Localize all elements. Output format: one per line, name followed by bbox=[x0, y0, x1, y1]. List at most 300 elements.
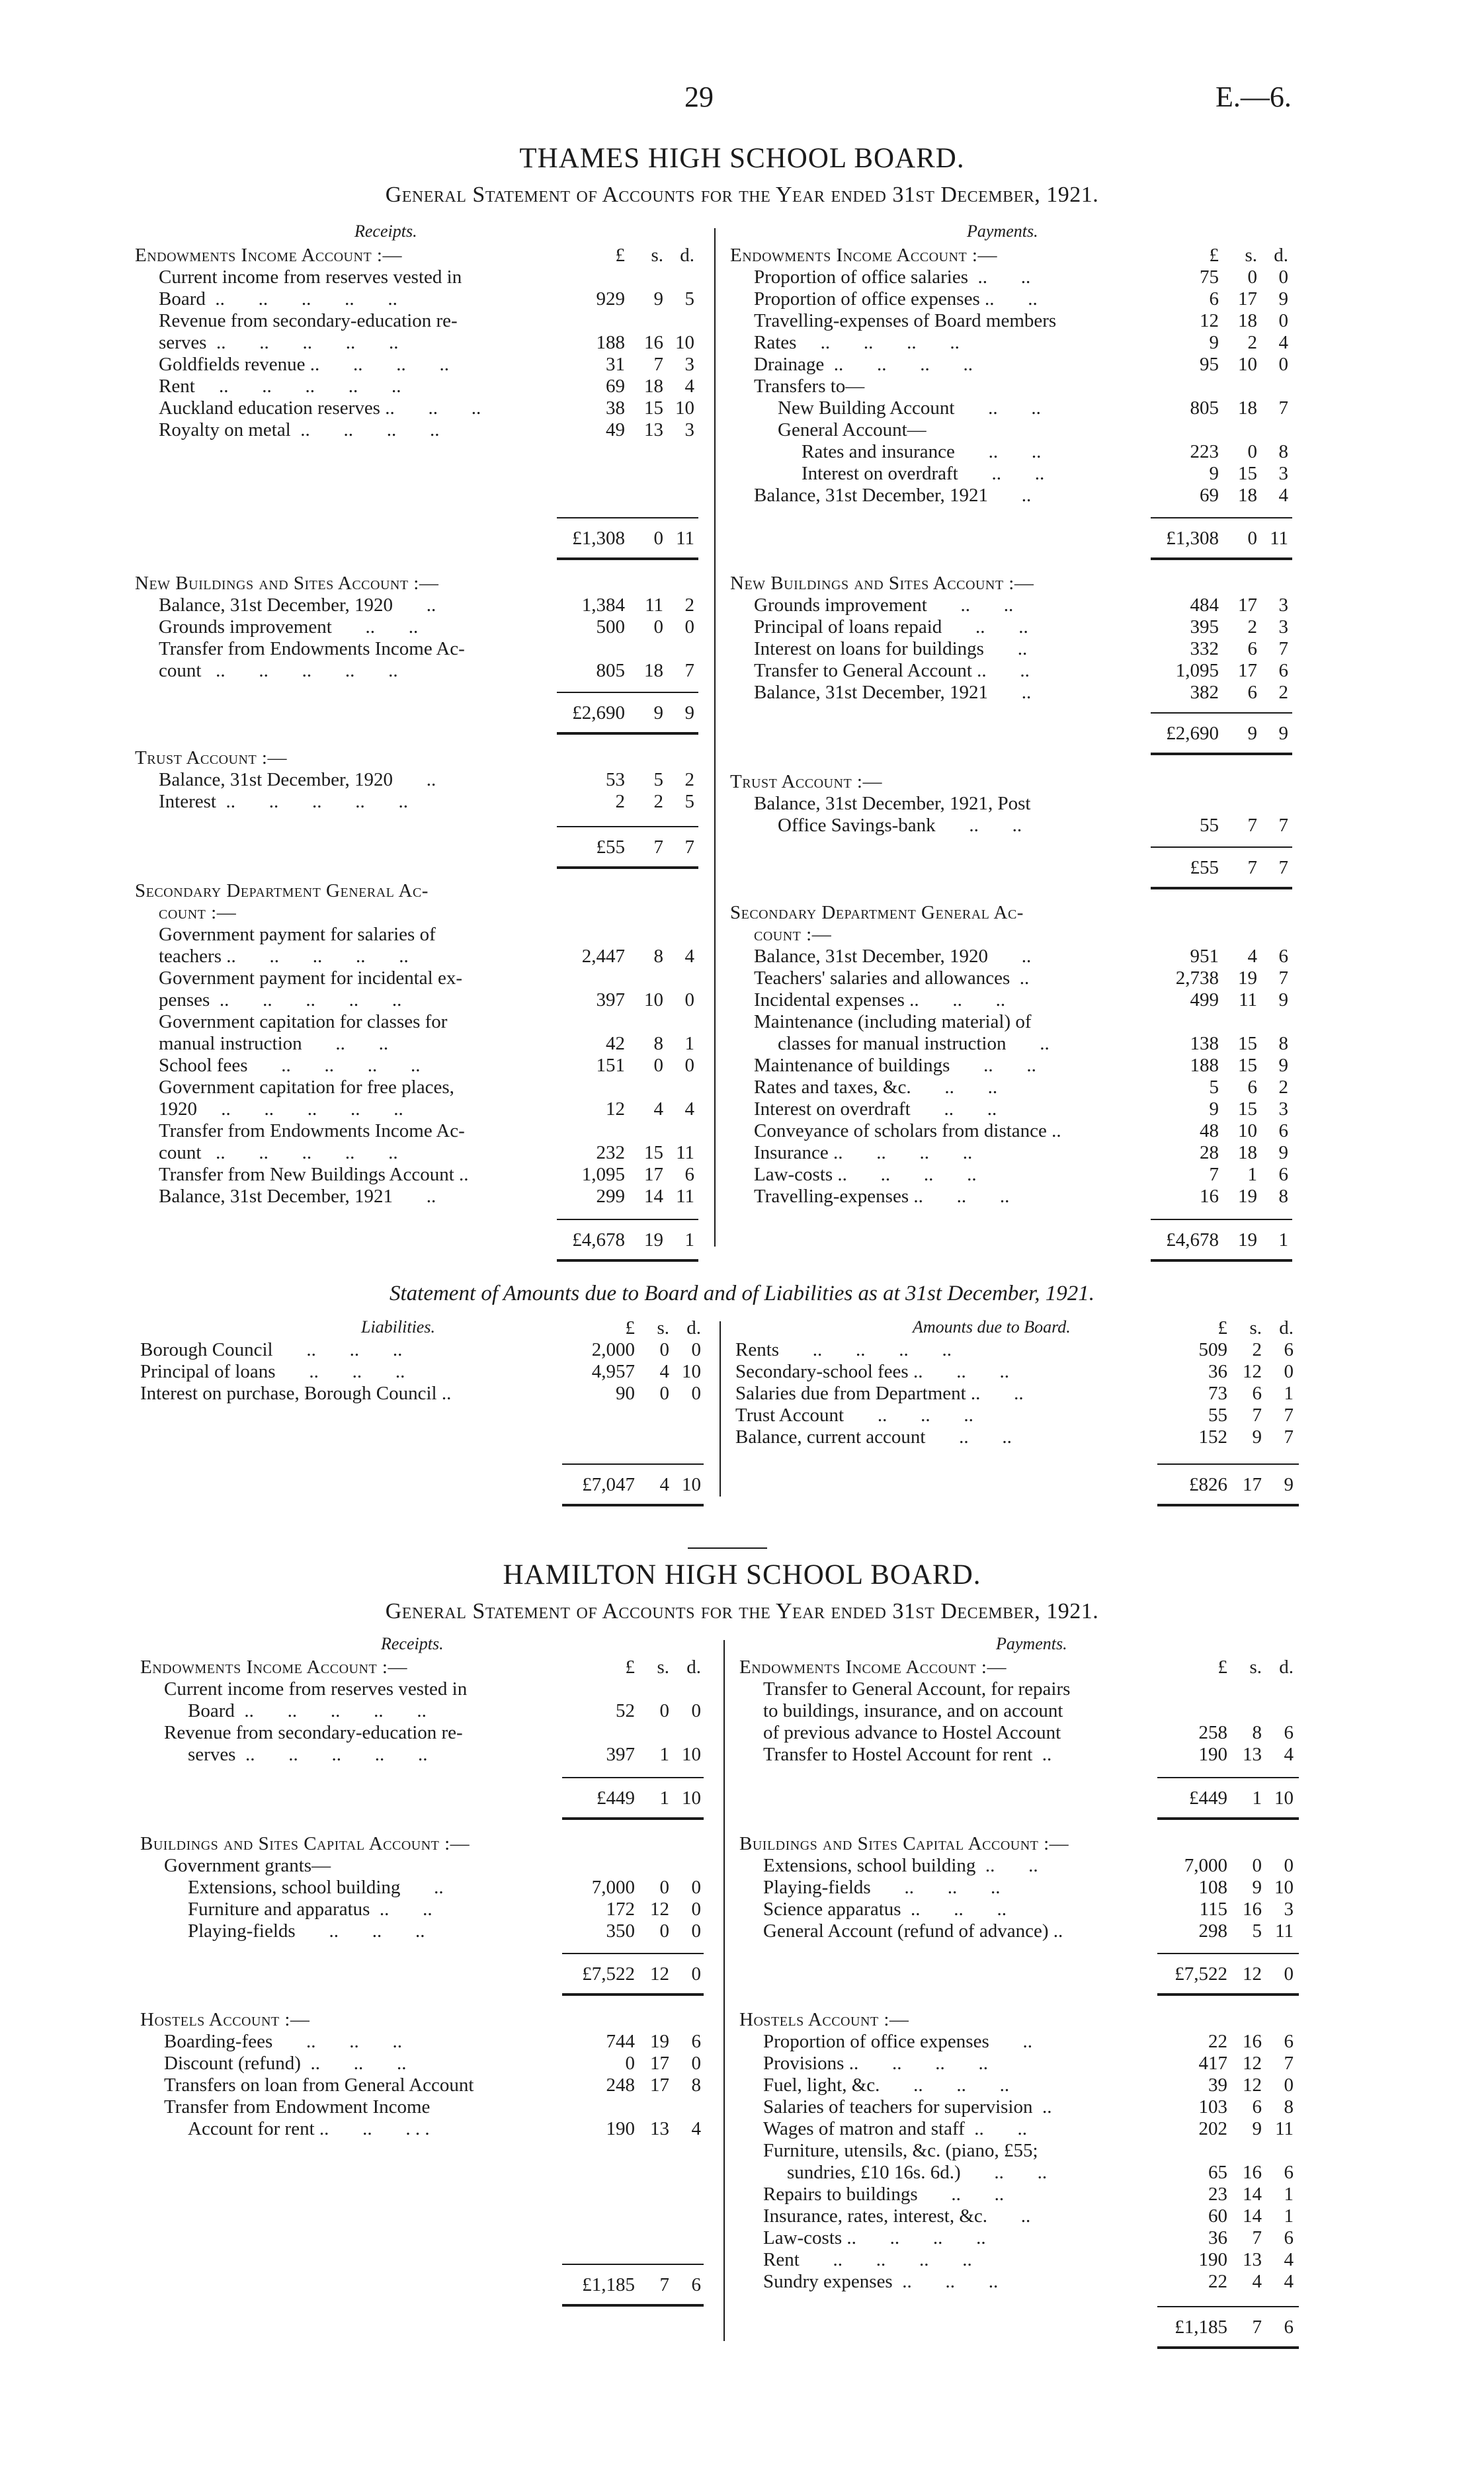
amount-pounds: £2,690 bbox=[1166, 723, 1219, 744]
amount-pounds: 22 bbox=[1208, 2031, 1227, 2052]
amount-pounds: 9 bbox=[1209, 1098, 1219, 1120]
amount-pounds: 188 bbox=[1190, 1055, 1219, 1076]
amount-pounds: 172 bbox=[606, 1899, 635, 1920]
amount-shillings: 7 bbox=[1247, 857, 1257, 878]
rule bbox=[1151, 712, 1292, 714]
account-heading: Endowments Income Account :— bbox=[135, 245, 402, 266]
amount-pence: 6 bbox=[1278, 660, 1288, 681]
amount-pence: 4 bbox=[1278, 332, 1288, 353]
amount-pounds: 5 bbox=[1209, 1077, 1219, 1098]
amount-pence: 10 bbox=[682, 1361, 701, 1382]
amount-shillings: s. bbox=[651, 245, 663, 266]
rule bbox=[1157, 1504, 1299, 1506]
thames-column-divider bbox=[714, 228, 716, 1247]
amount-shillings: 4 bbox=[1252, 2271, 1262, 2292]
line-item-label: Government capitation for classes for bbox=[159, 1011, 448, 1032]
amount-pounds: 382 bbox=[1190, 682, 1219, 703]
amount-pounds: 9 bbox=[1209, 463, 1219, 484]
amount-pence: 3 bbox=[684, 419, 694, 440]
amount-pounds: 75 bbox=[1200, 267, 1219, 288]
amount-pounds: 223 bbox=[1190, 441, 1219, 462]
line-item-label: Extensions, school building .. .. bbox=[763, 1855, 1038, 1876]
line-item-label: Transfer from Endowments Income Ac- bbox=[159, 1120, 465, 1141]
amount-pounds: 31 bbox=[606, 354, 625, 375]
amount-shillings: 16 bbox=[644, 332, 663, 353]
amount-shillings: 2 bbox=[1252, 1339, 1262, 1360]
amount-pounds: £7,522 bbox=[1175, 1963, 1227, 1985]
line-item-label: Transfer to Hostel Account for rent .. bbox=[763, 1744, 1052, 1765]
amount-pounds: £ bbox=[625, 1317, 635, 1338]
line-item-label: Sundry expenses .. .. .. bbox=[763, 2271, 999, 2292]
account-heading: New Buildings and Sites Account :— bbox=[730, 573, 1034, 594]
amount-pence: 11 bbox=[676, 528, 694, 549]
line-item-label: Interest on loans for buildings .. bbox=[754, 638, 1028, 659]
amount-pence: 7 bbox=[1278, 967, 1288, 989]
amount-pence: 7 bbox=[1284, 2053, 1294, 2074]
amount-pence: 10 bbox=[675, 332, 694, 353]
amount-pounds: 6 bbox=[1209, 288, 1219, 309]
line-item-label: Grounds improvement .. .. bbox=[754, 595, 1014, 616]
amount-shillings: 10 bbox=[1238, 354, 1257, 375]
amount-pounds: 929 bbox=[596, 288, 625, 309]
amount-shillings: s. bbox=[1249, 1317, 1262, 1338]
amount-pence: 10 bbox=[682, 1788, 701, 1809]
line-item-label: Revenue from secondary-education re- bbox=[159, 310, 458, 331]
line-item-label: Law-costs .. .. .. .. bbox=[763, 2227, 986, 2248]
line-item-label: Balance, 31st December, 1921 .. bbox=[754, 485, 1032, 506]
amount-pounds: £4,678 bbox=[572, 1229, 625, 1251]
line-item-label: Grounds improvement .. .. bbox=[159, 616, 419, 638]
amount-pounds: 52 bbox=[616, 1700, 635, 1721]
amount-pounds: 60 bbox=[1208, 2205, 1227, 2227]
amount-pence: 7 bbox=[1278, 638, 1288, 659]
line-item-label: Current income from reserves vested in bbox=[164, 1678, 468, 1700]
line-item-label: Balance, 31st December, 1921 .. bbox=[754, 682, 1032, 703]
amount-pounds: 39 bbox=[1208, 2075, 1227, 2096]
amount-pounds: 1,384 bbox=[581, 595, 625, 616]
rule bbox=[1157, 1777, 1299, 1778]
line-item-label: to buildings, insurance, and on account bbox=[763, 1700, 1063, 1721]
rule bbox=[1151, 846, 1292, 848]
amount-pounds: £ bbox=[615, 245, 625, 266]
hamilton-statement-title: General Statement of Accounts for the Year ended 31st December, 1921. bbox=[385, 1599, 1099, 1624]
amount-shillings: s. bbox=[1249, 1657, 1262, 1678]
amount-pence: 8 bbox=[1278, 1186, 1288, 1207]
thames-payments-heading: Payments. bbox=[967, 222, 1038, 241]
amount-pence: 0 bbox=[1284, 1963, 1294, 1985]
amount-shillings: 0 bbox=[659, 1920, 669, 1942]
amount-pounds: 397 bbox=[606, 1744, 635, 1765]
line-item-label: Repairs to buildings .. .. bbox=[763, 2184, 1005, 2205]
amount-pence: 1 bbox=[1284, 1383, 1294, 1404]
amount-shillings: 7 bbox=[659, 2274, 669, 2295]
line-item-label: Proportion of office expenses .. .. bbox=[754, 288, 1038, 309]
line-item-label: Balance, 31st December, 1920 .. bbox=[754, 946, 1032, 967]
line-item-label: Transfer to General Account, for repairs bbox=[763, 1678, 1071, 1700]
amount-shillings: 2 bbox=[653, 791, 663, 812]
amount-pence: 11 bbox=[676, 1186, 694, 1207]
amount-pounds: 12 bbox=[606, 1098, 625, 1120]
amount-pounds: 73 bbox=[1208, 1383, 1227, 1404]
amount-pence: 4 bbox=[1284, 2249, 1294, 2270]
line-item-label: Interest .. .. .. .. .. bbox=[159, 791, 408, 812]
line-item-label: Balance, 31st December, 1920 .. bbox=[159, 595, 436, 616]
account-heading: Secondary Department General Ac- bbox=[135, 880, 429, 901]
amount-shillings: 12 bbox=[1243, 2075, 1262, 2096]
line-item-label: count .. .. .. .. .. bbox=[159, 1142, 398, 1163]
amount-pounds: 202 bbox=[1198, 2118, 1227, 2139]
amount-shillings: 16 bbox=[1243, 2162, 1262, 2183]
amount-pounds: 23 bbox=[1208, 2184, 1227, 2205]
amount-shillings: 12 bbox=[1243, 1963, 1262, 1985]
amount-pounds: £826 bbox=[1189, 1474, 1227, 1495]
line-item-label: Royalty on metal .. .. .. .. bbox=[159, 419, 440, 440]
amount-pounds: £449 bbox=[1189, 1788, 1227, 1809]
amount-pence: 0 bbox=[1278, 267, 1288, 288]
amount-pence: d. bbox=[686, 1657, 701, 1678]
line-item-label: manual instruction .. .. bbox=[159, 1033, 389, 1054]
amount-shillings: 18 bbox=[1238, 485, 1257, 506]
amount-shillings: 19 bbox=[1238, 1229, 1257, 1251]
amount-pence: 11 bbox=[676, 1142, 694, 1163]
line-item-label: Rents .. .. .. .. bbox=[735, 1339, 952, 1360]
line-item-label: teachers .. .. .. .. .. bbox=[159, 946, 409, 967]
line-item-label: classes for manual instruction .. bbox=[778, 1033, 1050, 1054]
line-item-label: Secondary-school fees .. .. .. bbox=[735, 1361, 1009, 1382]
line-item-label: School fees .. .. .. .. bbox=[159, 1055, 421, 1076]
amount-pence: 3 bbox=[684, 354, 694, 375]
amount-pence: 6 bbox=[1284, 2317, 1294, 2338]
amount-shillings: 8 bbox=[653, 1033, 663, 1054]
amount-shillings: 8 bbox=[653, 946, 663, 967]
section-separator bbox=[688, 1547, 767, 1549]
line-item-label: Office Savings-bank .. .. bbox=[778, 815, 1022, 836]
line-item-label: Rent .. .. .. .. bbox=[763, 2249, 972, 2270]
line-item-label: Conveyance of scholars from distance .. bbox=[754, 1120, 1061, 1141]
amount-shillings: 12 bbox=[1243, 2053, 1262, 2074]
amount-shillings: 15 bbox=[1238, 1098, 1257, 1120]
amount-pounds: 298 bbox=[1198, 1920, 1227, 1942]
amount-pence: 9 bbox=[1278, 1142, 1288, 1163]
line-item-label: Provisions .. .. .. .. bbox=[763, 2053, 988, 2074]
rule bbox=[562, 2304, 704, 2307]
amount-pounds: £55 bbox=[596, 837, 625, 858]
amount-pence: 5 bbox=[684, 791, 694, 812]
rule bbox=[1151, 753, 1292, 755]
rule bbox=[557, 732, 698, 735]
amount-pence: 10 bbox=[1274, 1788, 1294, 1809]
rule bbox=[1157, 1817, 1299, 1820]
amount-pounds: 2,738 bbox=[1175, 967, 1219, 989]
line-item-label: Board .. .. .. .. .. bbox=[188, 1700, 427, 1721]
line-item-label: Government grants— bbox=[164, 1855, 331, 1876]
account-heading: Endowments Income Account :— bbox=[739, 1657, 1007, 1678]
amount-shillings: 0 bbox=[1247, 441, 1257, 462]
amount-pounds: 500 bbox=[596, 616, 625, 638]
amount-pounds: 190 bbox=[1198, 2249, 1227, 2270]
line-item-label: Balance, 31st December, 1920 .. bbox=[159, 769, 436, 790]
amount-pounds: 744 bbox=[606, 2031, 635, 2052]
amount-pounds: 36 bbox=[1208, 2227, 1227, 2248]
thames-statement-title: General Statement of Accounts for the Year ended 31st December, 1921. bbox=[385, 183, 1099, 207]
line-item-label: Playing-fields .. .. .. bbox=[188, 1920, 425, 1942]
account-heading: Secondary Department General Ac- bbox=[730, 902, 1024, 923]
line-item-label: Boarding-fees .. .. .. bbox=[164, 2031, 403, 2052]
rule bbox=[1157, 1993, 1299, 1996]
amount-pounds: 1,095 bbox=[581, 1164, 625, 1185]
line-item-label: Insurance, rates, interest, &c. .. bbox=[763, 2205, 1031, 2227]
amount-pence: 9 bbox=[1278, 723, 1288, 744]
amount-shillings: 1 bbox=[1247, 1164, 1257, 1185]
amount-pounds: 509 bbox=[1198, 1339, 1227, 1360]
rule bbox=[557, 692, 698, 693]
amount-pence: 7 bbox=[1278, 397, 1288, 419]
amount-pence: 0 bbox=[1284, 1361, 1294, 1382]
line-item-label: Rates .. .. .. .. bbox=[754, 332, 960, 353]
page-number: 29 bbox=[684, 81, 714, 113]
amount-shillings: 2 bbox=[1247, 616, 1257, 638]
amount-pounds: 151 bbox=[596, 1055, 625, 1076]
amount-pence: 4 bbox=[1284, 2271, 1294, 2292]
amount-shillings: 17 bbox=[1238, 660, 1257, 681]
amount-pence: 6 bbox=[691, 2031, 701, 2052]
line-item-label: Furniture, utensils, &c. (piano, £55; bbox=[763, 2140, 1038, 2161]
line-item-label: Revenue from secondary-education re- bbox=[164, 1722, 463, 1743]
amount-pounds: 36 bbox=[1208, 1361, 1227, 1382]
amount-shillings: 9 bbox=[1247, 723, 1257, 744]
amount-shillings: 17 bbox=[650, 2075, 669, 2096]
amount-pence: 4 bbox=[684, 376, 694, 397]
rule bbox=[1151, 517, 1292, 518]
amount-pence: 0 bbox=[691, 1339, 701, 1360]
amount-pence: 10 bbox=[1274, 1877, 1294, 1898]
amount-pounds: 395 bbox=[1190, 616, 1219, 638]
amount-pounds: 49 bbox=[606, 419, 625, 440]
amount-pence: 0 bbox=[1278, 310, 1288, 331]
line-item-label: Transfer from New Buildings Account .. bbox=[159, 1164, 469, 1185]
amount-pounds: 299 bbox=[596, 1186, 625, 1207]
line-item-label: Transfers to— bbox=[754, 376, 865, 397]
line-item-label: Transfer from Endowment Income bbox=[164, 2096, 431, 2118]
amount-pounds: 28 bbox=[1200, 1142, 1219, 1163]
amount-pounds: 7,000 bbox=[591, 1877, 635, 1898]
amount-shillings: 0 bbox=[1247, 528, 1257, 549]
line-item-label: Wages of matron and staff .. .. bbox=[763, 2118, 1028, 2139]
amount-shillings: 8 bbox=[1252, 1722, 1262, 1743]
amount-pence: 0 bbox=[684, 1055, 694, 1076]
line-item-label: 1920 .. .. .. .. .. bbox=[159, 1098, 403, 1120]
amount-pence: 9 bbox=[684, 702, 694, 723]
line-item-label: Proportion of office salaries .. .. bbox=[754, 267, 1031, 288]
rule bbox=[557, 557, 698, 560]
amount-pence: 6 bbox=[1284, 2162, 1294, 2183]
amount-pence: 1 bbox=[1284, 2184, 1294, 2205]
amount-pounds: 2 bbox=[615, 791, 625, 812]
line-item-label: Fuel, light, &c. .. .. .. bbox=[763, 2075, 1010, 2096]
line-item-label: General Account (refund of advance) .. bbox=[763, 1920, 1063, 1942]
amount-pence: 2 bbox=[1278, 1077, 1288, 1098]
account-heading: Hostels Account :— bbox=[140, 2009, 310, 2030]
amount-shillings: 19 bbox=[1238, 967, 1257, 989]
amount-pence: d. bbox=[1279, 1657, 1294, 1678]
amount-shillings: 13 bbox=[650, 2118, 669, 2139]
amount-pounds: 95 bbox=[1200, 354, 1219, 375]
amount-pence: 10 bbox=[682, 1474, 701, 1495]
amount-shillings: 17 bbox=[650, 2053, 669, 2074]
line-item-label: Principal of loans .. .. .. bbox=[140, 1361, 405, 1382]
amount-pence: 6 bbox=[1278, 1164, 1288, 1185]
amount-shillings: 13 bbox=[1243, 1744, 1262, 1765]
line-item-label: Transfer from Endowments Income Ac- bbox=[159, 638, 465, 659]
amount-pounds: £ bbox=[1209, 245, 1219, 266]
amount-pounds: £ bbox=[625, 1657, 635, 1678]
amount-pounds: £7,522 bbox=[582, 1963, 635, 1985]
rule bbox=[557, 517, 698, 518]
amount-pounds: £4,678 bbox=[1166, 1229, 1219, 1251]
amount-pence: 0 bbox=[1284, 2075, 1294, 2096]
thames-receipts-heading: Receipts. bbox=[354, 222, 417, 241]
line-item-label: Government payment for incidental ex- bbox=[159, 967, 463, 989]
amount-shillings: 7 bbox=[1252, 2317, 1262, 2338]
amount-pence: 8 bbox=[691, 2075, 701, 2096]
amount-shillings: 15 bbox=[644, 1142, 663, 1163]
line-item-label: Salaries of teachers for supervision .. bbox=[763, 2096, 1052, 2118]
hamilton-payments-heading: Payments. bbox=[996, 1634, 1067, 1653]
amount-pounds: £449 bbox=[597, 1788, 635, 1809]
amount-pounds: 65 bbox=[1208, 2162, 1227, 2183]
amount-pounds: 0 bbox=[625, 2053, 635, 2074]
account-heading: Buildings and Sites Capital Account :— bbox=[140, 1833, 470, 1854]
amount-shillings: 19 bbox=[650, 2031, 669, 2052]
amount-pounds: 232 bbox=[596, 1142, 625, 1163]
line-item-label: Auckland education reserves .. .. .. bbox=[159, 397, 481, 419]
amount-shillings: 0 bbox=[653, 1055, 663, 1076]
amount-shillings: 9 bbox=[1252, 1877, 1262, 1898]
amount-pence: 5 bbox=[684, 288, 694, 309]
amount-pence: 3 bbox=[1278, 463, 1288, 484]
amount-pence: 3 bbox=[1278, 595, 1288, 616]
amount-pence: 1 bbox=[1284, 2205, 1294, 2227]
account-heading: count :— bbox=[159, 902, 237, 923]
amounts-due-heading: Amounts due to Board. bbox=[913, 1317, 1071, 1337]
amount-pounds: 4,957 bbox=[591, 1361, 635, 1382]
amount-pence: 1 bbox=[684, 1229, 694, 1251]
amount-pence: 0 bbox=[691, 1963, 701, 1985]
liabilities-title: Statement of Amounts due to Board and of Liabilities as at 31st December, 1921. bbox=[389, 1282, 1095, 1305]
amount-pence: 0 bbox=[691, 1383, 701, 1404]
amount-shillings: 0 bbox=[659, 1877, 669, 1898]
amount-shillings: 16 bbox=[1243, 1899, 1262, 1920]
amount-pence: 1 bbox=[1278, 1229, 1288, 1251]
amount-pounds: £55 bbox=[1190, 857, 1219, 878]
amount-pence: d. bbox=[1274, 245, 1288, 266]
rule bbox=[557, 1219, 698, 1220]
amount-pounds: 248 bbox=[606, 2075, 635, 2096]
amount-shillings: 4 bbox=[653, 1098, 663, 1120]
amount-shillings: 6 bbox=[1252, 2096, 1262, 2118]
amount-pounds: 7 bbox=[1209, 1164, 1219, 1185]
line-item-label: Travelling-expenses .. .. .. bbox=[754, 1186, 1010, 1207]
amount-pounds: 397 bbox=[596, 989, 625, 1010]
amount-shillings: 13 bbox=[1243, 2249, 1262, 2270]
line-item-label: Borough Council .. .. .. bbox=[140, 1339, 403, 1360]
amount-pounds: 417 bbox=[1198, 2053, 1227, 2074]
amount-pounds: 350 bbox=[606, 1920, 635, 1942]
amount-pounds: 805 bbox=[1190, 397, 1219, 419]
line-item-label: Rates and insurance .. .. bbox=[802, 441, 1042, 462]
amount-pounds: £ bbox=[1217, 1657, 1227, 1678]
amount-pounds: 152 bbox=[1198, 1426, 1227, 1448]
amount-pounds: 38 bbox=[606, 397, 625, 419]
line-item-label: New Building Account .. .. bbox=[778, 397, 1041, 419]
amount-shillings: 4 bbox=[659, 1474, 669, 1495]
amount-pounds: 103 bbox=[1198, 2096, 1227, 2118]
line-item-label: count .. .. .. .. .. bbox=[159, 660, 398, 681]
amount-pounds: £1,308 bbox=[1166, 528, 1219, 549]
amount-pence: 7 bbox=[684, 837, 694, 858]
line-item-label: Balance, 31st December, 1921, Post bbox=[754, 793, 1031, 814]
rule bbox=[1157, 2346, 1299, 2349]
line-item-label: sundries, £10 16s. 6d.) .. .. bbox=[787, 2162, 1048, 2183]
amount-shillings: 10 bbox=[644, 989, 663, 1010]
amount-shillings: 4 bbox=[659, 1361, 669, 1382]
amount-pounds: £ bbox=[1217, 1317, 1227, 1338]
account-heading: count :— bbox=[754, 924, 832, 945]
amount-shillings: 12 bbox=[1243, 1361, 1262, 1382]
amount-pounds: 190 bbox=[1198, 1744, 1227, 1765]
amount-shillings: 6 bbox=[1252, 1383, 1262, 1404]
amount-shillings: 17 bbox=[1243, 1474, 1262, 1495]
line-item-label: Rates and taxes, &c. .. .. bbox=[754, 1077, 998, 1098]
amount-shillings: 19 bbox=[1238, 1186, 1257, 1207]
amount-pence: 6 bbox=[1284, 2227, 1294, 2248]
amount-pounds: 190 bbox=[606, 2118, 635, 2139]
rule bbox=[562, 1953, 704, 1954]
amount-shillings: 2 bbox=[1247, 332, 1257, 353]
amount-pounds: 258 bbox=[1198, 1722, 1227, 1743]
rule bbox=[1157, 1953, 1299, 1954]
amount-pence: 9 bbox=[1278, 989, 1288, 1010]
amount-pounds: 188 bbox=[596, 332, 625, 353]
amount-shillings: 6 bbox=[1247, 682, 1257, 703]
amount-pence: 3 bbox=[1278, 616, 1288, 638]
amount-shillings: 4 bbox=[1247, 946, 1257, 967]
amount-shillings: 7 bbox=[653, 354, 663, 375]
amount-shillings: 15 bbox=[644, 397, 663, 419]
amount-pounds: 42 bbox=[606, 1033, 625, 1054]
amount-pounds: 1,095 bbox=[1175, 660, 1219, 681]
amount-pounds: 55 bbox=[1200, 815, 1219, 836]
amount-pounds: 48 bbox=[1200, 1120, 1219, 1141]
amount-pounds: 22 bbox=[1208, 2271, 1227, 2292]
line-item-label: Account for rent .. .. . . . bbox=[188, 2118, 430, 2139]
amount-pence: d. bbox=[686, 1317, 701, 1338]
line-item-label: Interest on overdraft .. .. bbox=[754, 1098, 997, 1120]
amount-pence: 7 bbox=[1284, 1405, 1294, 1426]
amount-shillings: 10 bbox=[1238, 1120, 1257, 1141]
line-item-label: serves .. .. .. .. .. bbox=[188, 1744, 428, 1765]
amount-pounds: 53 bbox=[606, 769, 625, 790]
hamilton-receipts-heading: Receipts. bbox=[381, 1634, 444, 1653]
rule bbox=[562, 2264, 704, 2265]
amount-pence: d. bbox=[680, 245, 694, 266]
amount-pounds: 805 bbox=[596, 660, 625, 681]
amount-shillings: 7 bbox=[1252, 1405, 1262, 1426]
line-item-label: Government capitation for free places, bbox=[159, 1077, 454, 1098]
amount-pence: 6 bbox=[1284, 1722, 1294, 1743]
rule bbox=[562, 1504, 704, 1506]
amount-pounds: 332 bbox=[1190, 638, 1219, 659]
